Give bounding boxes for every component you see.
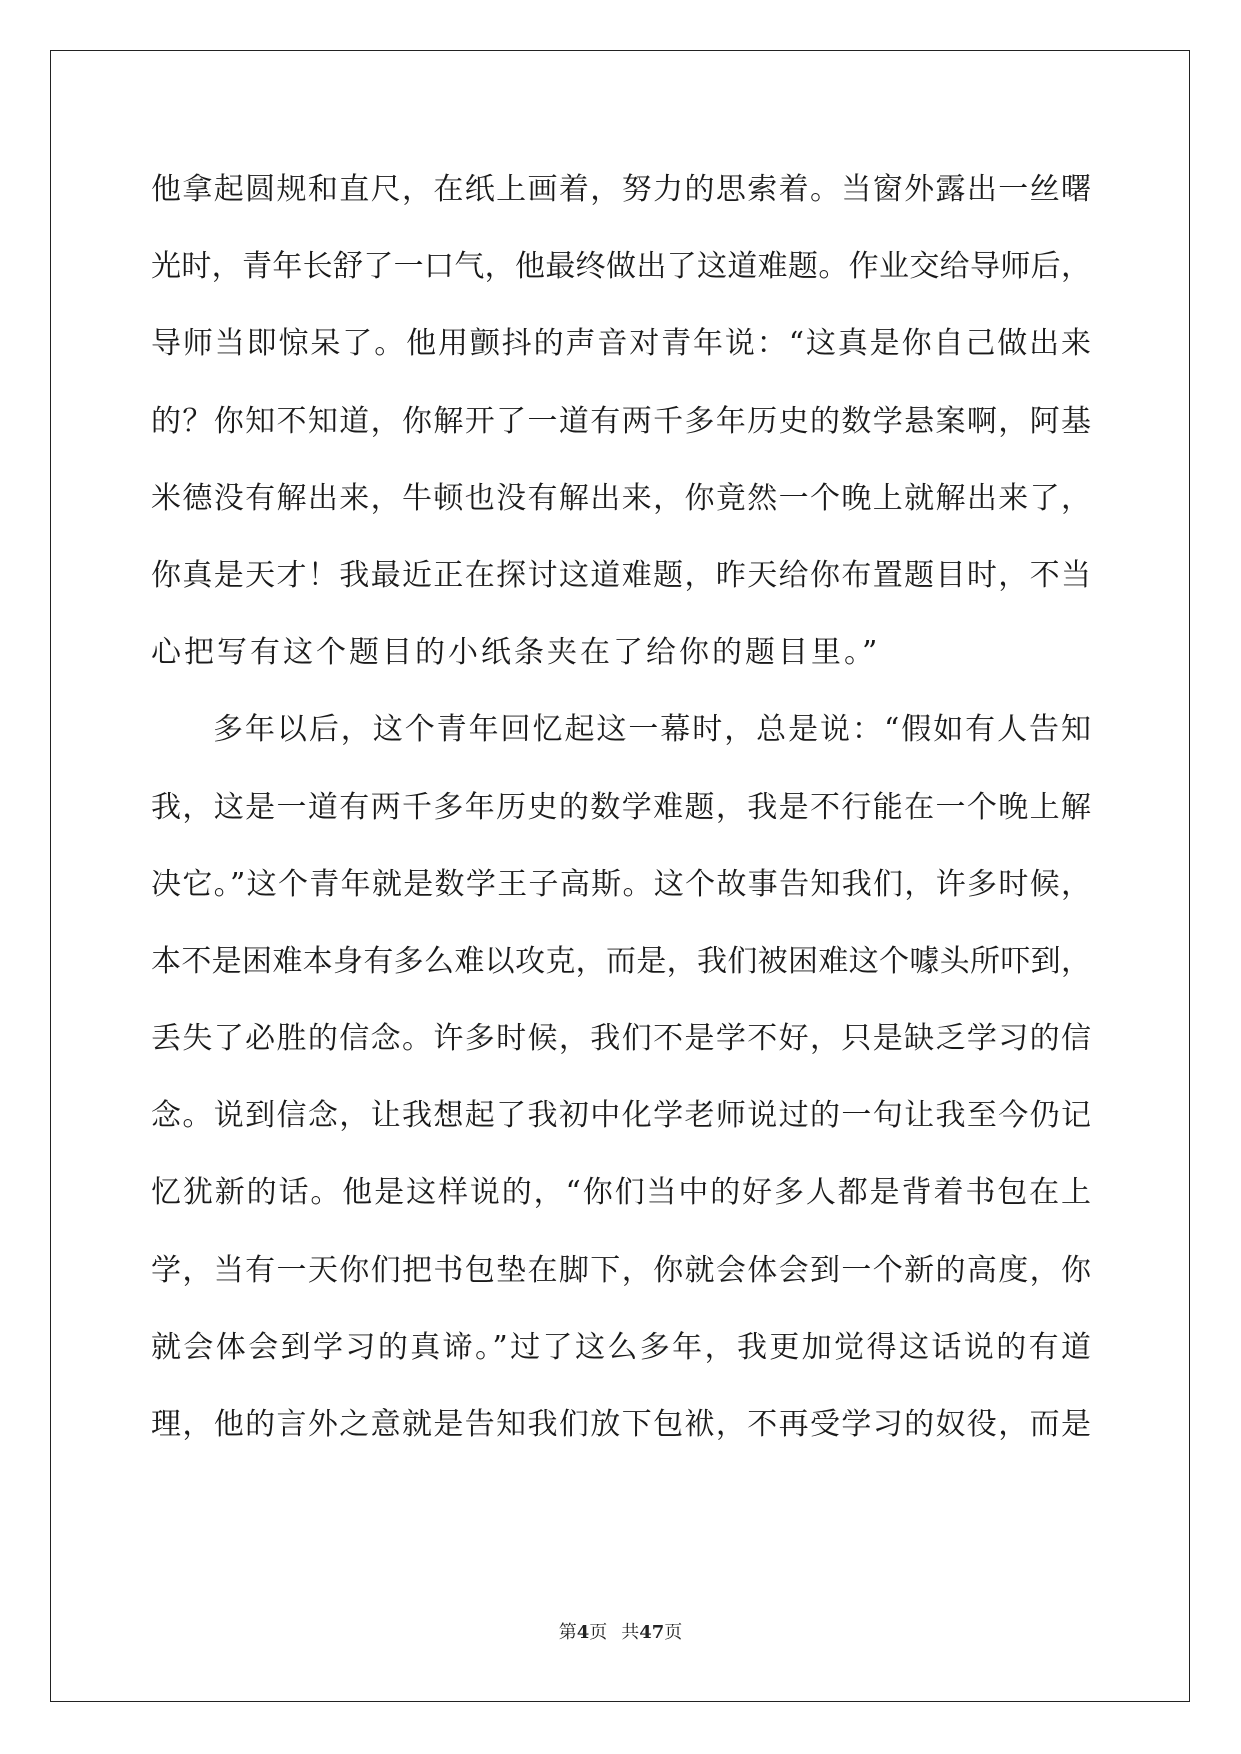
text-line: 理，他的言外之意就是告知我们放下包袱，不再受学习的奴役，而是 (151, 1407, 1091, 1442)
text-line: 丢失了必胜的信念。许多时候，我们不是学不好，只是缺乏学习的信 (151, 1021, 1091, 1057)
page-prefix: 第 (558, 1622, 577, 1643)
text-line: 我，这是一道有两千多年历史的数学难题，我是不行能在一个晚上解 (151, 789, 1091, 825)
text-line: 他拿起圆规和直尺，在纸上画着，努力的思索着。当窗外露出一丝曙 (151, 172, 1091, 207)
text-line: 的？你知不知道，你解开了一道有两千多年历史的数学悬案啊，阿基 (151, 403, 1091, 439)
text-line: 念。说到信念，让我想起了我初中化学老师说过的一句让我至今仍记 (151, 1098, 1091, 1134)
text-line: 光时，青年长舒了一口气，他最终做出了这道难题。作业交给导师后， (151, 249, 1091, 285)
text-line: 就会体会到学习的真谛。”过了这么多年，我更加觉得这话说的有道 (151, 1329, 1091, 1365)
text-line: 米德没有解出来，牛顿也没有解出来，你竟然一个晚上就解出来了， (151, 480, 1091, 516)
text-line-paragraph-end: 心把写有这个题目的小纸条夹在了给你的题目里。” (151, 635, 881, 671)
text-line: 学，当有一天你们把书包垫在脚下，你就会体会到一个新的高度，你 (151, 1252, 1091, 1288)
text-line: 忆犹新的话。他是这样说的，“你们当中的好多人都是背着书包在上 (151, 1175, 1091, 1211)
page-suffix: 页 (589, 1622, 608, 1643)
text-line: 你真是天才！我最近正在探讨这道难题，昨天给你布置题目时，不当 (151, 557, 1091, 593)
total-suffix: 页 (664, 1622, 683, 1643)
text-line-paragraph-start: 多年以后，这个青年回忆起这一幕时，总是说：“假如有人告知 (213, 712, 1091, 748)
text-line: 导师当即惊呆了。他用颤抖的声音对青年说：“这真是你自己做出来 (151, 326, 1091, 362)
page-footer (0, 1621, 1241, 1645)
body-text (151, 162, 1091, 1474)
text-line: 本不是困难本身有多么难以攻克，而是，我们被困难这个噱头所吓到， (151, 943, 1091, 979)
text-line: 决它。”这个青年就是数学王子高斯。这个故事告知我们，许多时候， (151, 866, 1091, 902)
total-pages: 47 (639, 1622, 665, 1643)
page-number: 4 (576, 1622, 590, 1643)
total-prefix: 共 (621, 1622, 640, 1643)
